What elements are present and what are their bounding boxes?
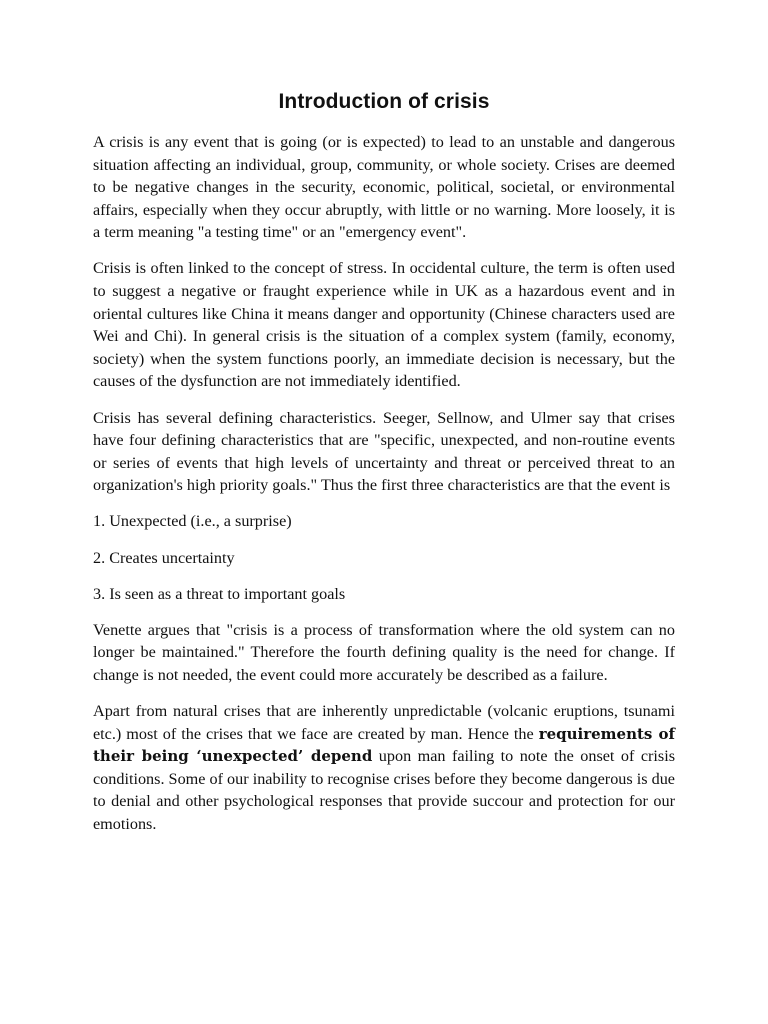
list-item-unexpected: 1. Unexpected (i.e., a surprise) [93,512,292,531]
paragraph-natural-crises [93,700,675,836]
paragraph-characteristics: Crisis has several defining characteristics. Seeger, Sellnow, and Ulmer say that crises have four defining characteristics that are "specific, unexpected, and non-routine events or series of events that high levels of uncertainty and threat or perceived threat to an organization's high priority goals." Thus the first three characteristics are that the event is [93,408,675,495]
document-title: Introduction of crisis [278,90,490,113]
paragraph-venette: Venette argues that "crisis is a process of transformation where the old system can no longer be maintained." Therefore the fourth defining quality is the need for change. If change is not needed, the event could more accurately be described as a failure. [93,620,675,684]
paragraph-definition: A crisis is any event that is going (or is expected) to lead to an unstable and dangerous situation affecting an individual, group, community, or whole society. Crises are deemed to be negative changes in the security, economic, political, societal, or environmental affairs, especially when they occur abruptly, with little or no warning. More loosely, it is a term meaning "a testing time" or an "emergency event". [93,133,675,242]
paragraph-stress: Crisis is often linked to the concept of stress. In occidental culture, the term is often used to suggest a negative or fraught experience while in UK as a hazardous event and in oriental cultures like China it means danger and opportunity (Chinese characters used are Wei and Chi). In general crisis is the situation of a complex system (family, economy, society) when the system functions poorly, an immediate decision is necessary, but the causes of the dysfunction are not immediately identified. [93,259,675,391]
emphasized-requirements: requirements of their being ‘unexpected’ depend [93,724,675,766]
paragraph-natural-crises-start: Apart from natural crises that are inherently unpredictable (volcanic eruptions, tsunami etc.) most of the crises that we face are created by man. Hence the [93,701,675,743]
document-page [93,88,675,849]
list-item-threat: 3. Is seen as a threat to important goals [93,584,346,603]
paragraph-natural-crises-end: upon man failing to note the onset of crisis conditions. Some of our inability to recognise crises before they become dangerous is due to denial and other psychological responses that provide succour and protection for our emotions. [93,747,675,833]
list-item-uncertainty: 2. Creates uncertainty [93,548,235,567]
